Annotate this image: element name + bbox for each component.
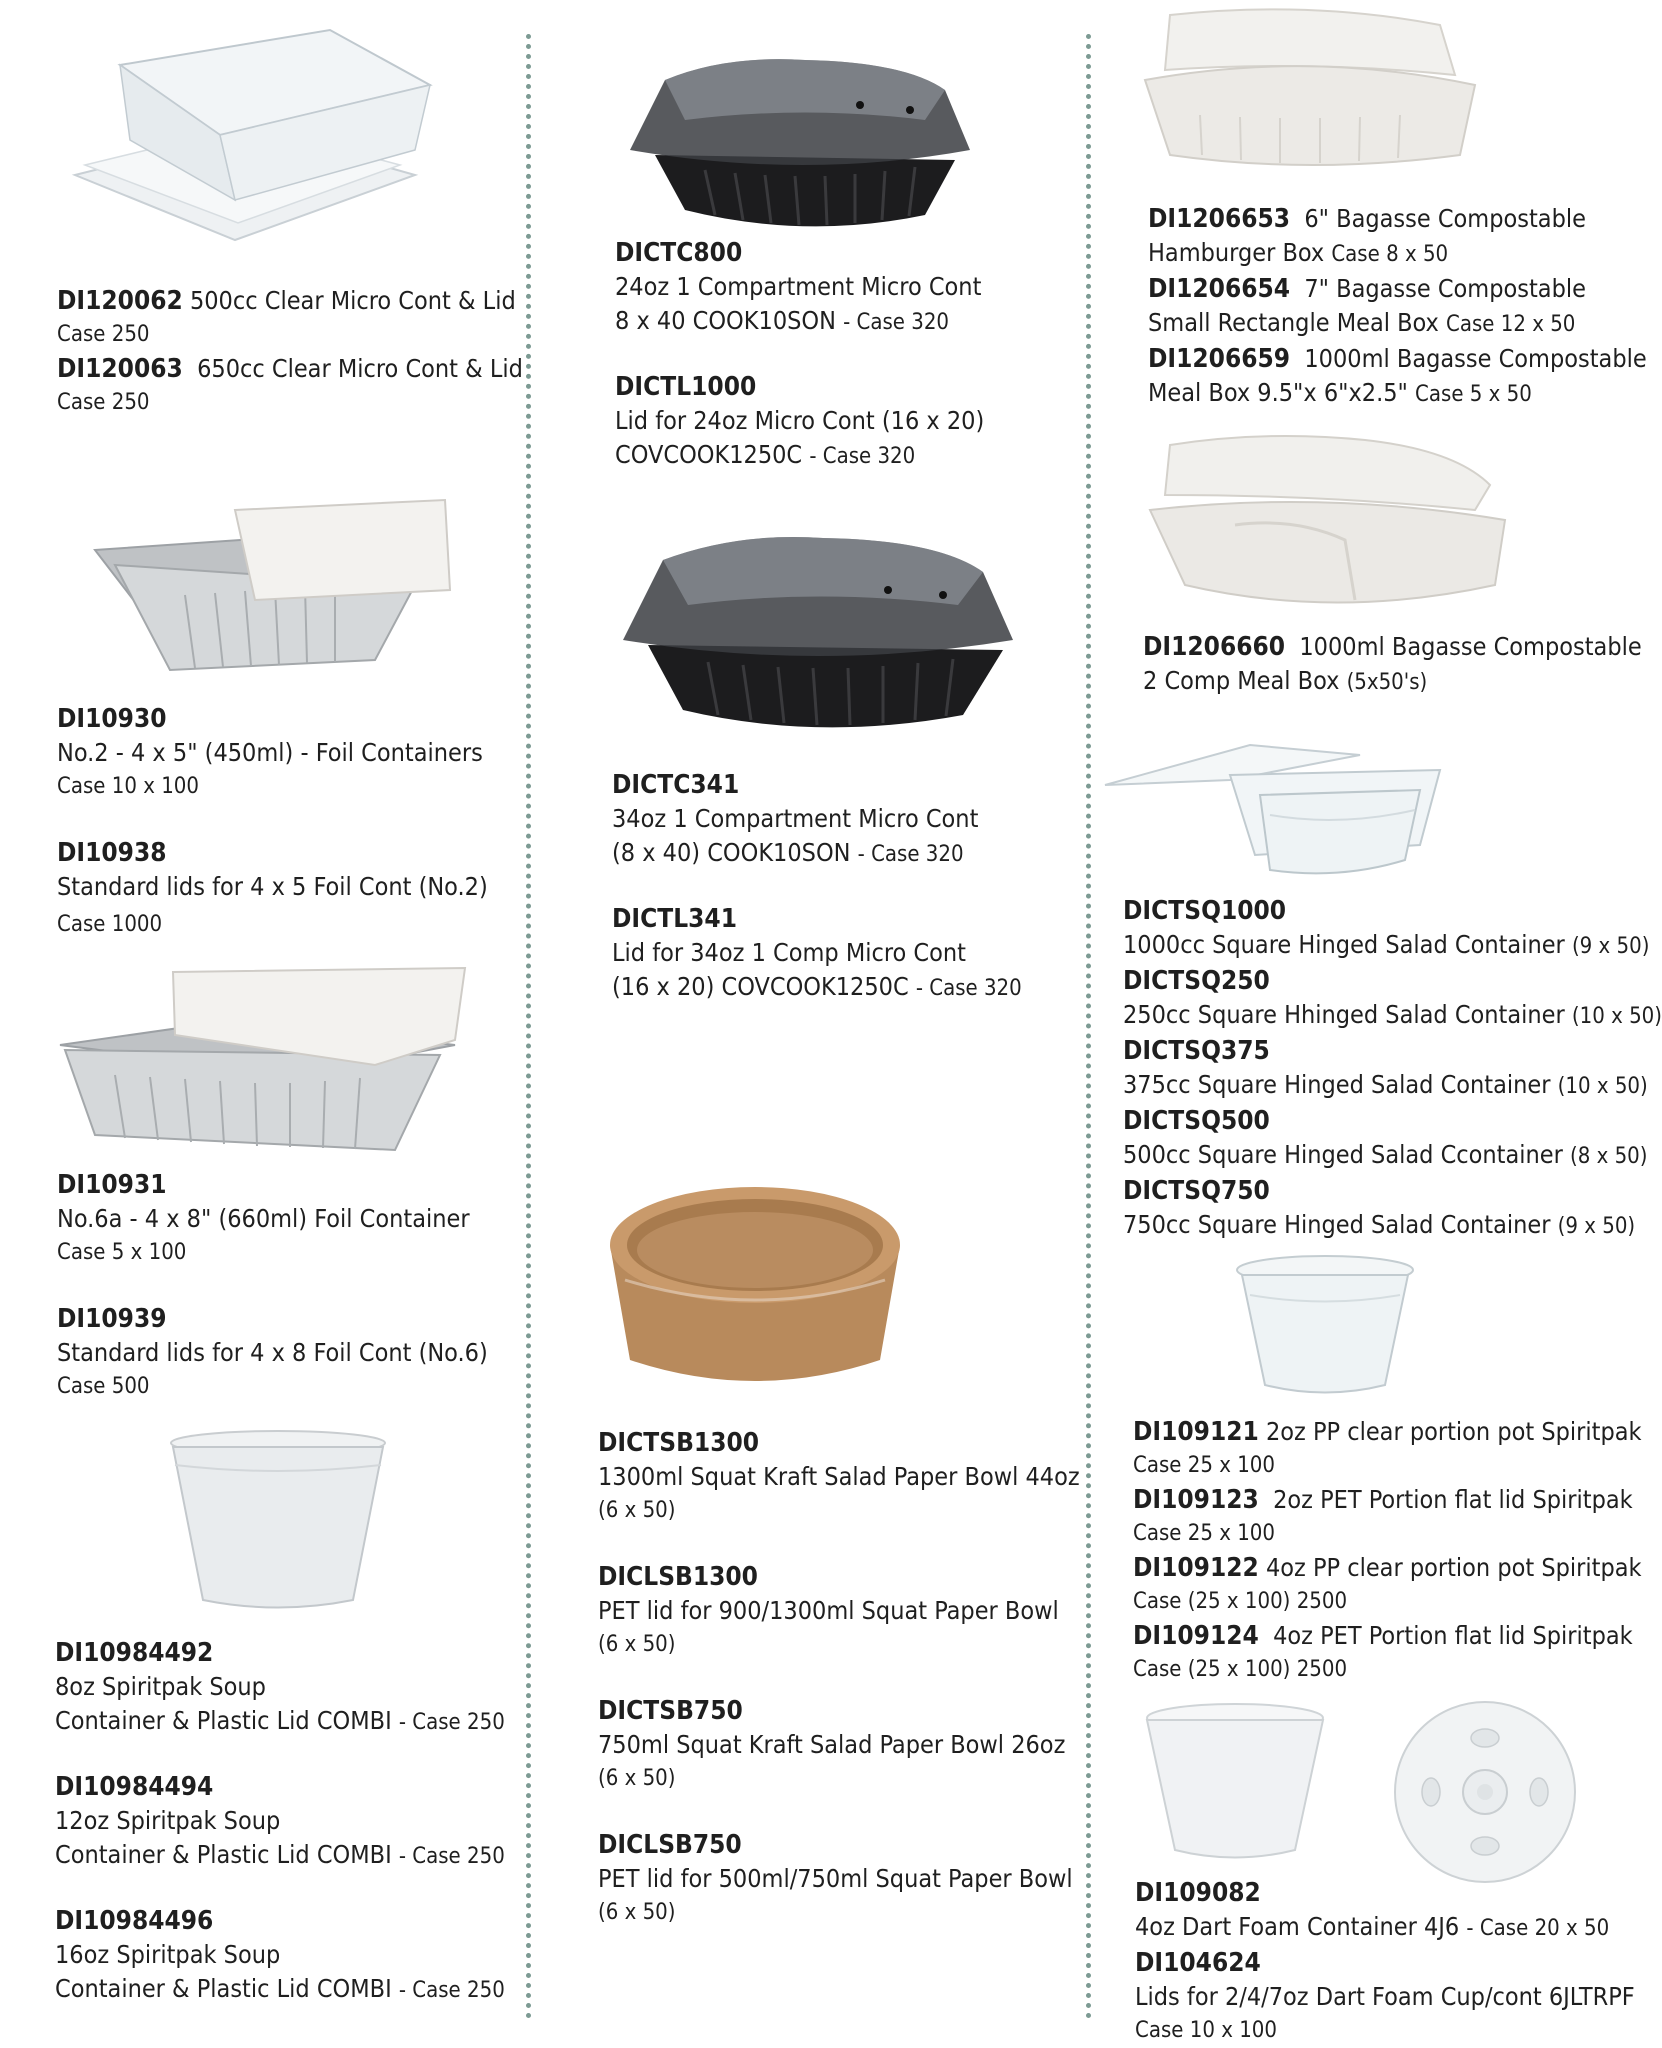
product-desc: COVCOOK1250C	[615, 440, 803, 469]
dictl1000-text	[615, 370, 984, 474]
case-qty: (6 x 50)	[598, 1632, 676, 1657]
product-desc: 250cc Square Hhinged Salad Container	[1123, 1000, 1565, 1029]
product-code: DICTC800	[615, 238, 743, 268]
case-qty: (8 x 50)	[1570, 1144, 1648, 1169]
case-qty: Case 10 x 100	[1135, 2018, 1277, 2043]
soup-container-image	[165, 1425, 395, 1615]
case-qty: - Case 20 x 50	[1466, 1916, 1610, 1941]
product-code: DICLSB750	[598, 1830, 742, 1860]
product-desc: 12oz Spiritpak Soup	[55, 1806, 281, 1835]
case-qty: (9 x 50)	[1571, 934, 1650, 959]
bagasse-2comp-text	[1143, 630, 1642, 700]
product-desc: 4oz PET Portion flat lid Spiritpak	[1273, 1621, 1633, 1650]
product-desc: 34oz 1 Compartment Micro Cont	[612, 804, 979, 833]
case-qty: Case 250	[57, 322, 150, 347]
product-desc: Lids for 2/4/7oz Dart Foam Cup/cont 6JLTRPF	[1135, 1982, 1635, 2011]
case-qty: Case 5 x 100	[57, 1240, 187, 1265]
product-code: DICTL1000	[615, 372, 757, 402]
product-desc: Container & Plastic Lid COMBI	[55, 1706, 392, 1735]
product-desc: No.2 - 4 x 5" (450ml) - Foil Containers	[57, 738, 483, 767]
product-desc: 1000cc Square Hinged Salad Container	[1123, 930, 1565, 959]
foil-no6-lid-text	[57, 1302, 488, 1404]
product-desc: 6" Bagasse Compostable	[1304, 204, 1586, 233]
product-code: DI10984492	[55, 1638, 214, 1668]
case-qty: - Case 250	[398, 1978, 505, 2003]
product-desc: 2 Comp Meal Box	[1143, 666, 1340, 695]
foam-container-image	[1140, 1700, 1330, 1865]
product-code: DI120063	[57, 354, 183, 384]
product-code: DICTL341	[612, 904, 737, 934]
product-desc: 500cc Square Hinged Salad Ccontainer	[1123, 1140, 1563, 1169]
product-desc: Standard lids for 4 x 5 Foil Cont (No.2)	[57, 872, 488, 901]
product-desc: 8oz Spiritpak Soup	[55, 1672, 266, 1701]
foam-text	[1135, 1876, 1635, 2048]
product-desc: 16oz Spiritpak Soup	[55, 1940, 281, 1969]
soup-12oz-text	[55, 1770, 505, 1874]
product-code: DI10984496	[55, 1906, 214, 1936]
case-qty: Case 1000	[57, 912, 163, 937]
product-code: DICTSB750	[598, 1696, 743, 1726]
dictc341-text	[612, 768, 978, 872]
product-code: DI109123	[1133, 1485, 1259, 1515]
product-desc: Standard lids for 4 x 8 Foil Cont (No.6)	[57, 1338, 488, 1367]
case-qty: Case 25 x 100	[1133, 1521, 1275, 1546]
case-qty: (10 x 50)	[1557, 1074, 1648, 1099]
case-qty: Case 8 x 50	[1331, 242, 1449, 267]
product-desc: 1300ml Squat Kraft Salad Paper Bowl 44oz	[598, 1462, 1080, 1491]
product-desc: 1000ml Bagasse Compostable	[1304, 344, 1647, 373]
case-qty: Case 5 x 50	[1415, 382, 1532, 407]
product-code: DI1206660	[1143, 632, 1286, 662]
product-desc: Small Rectangle Meal Box	[1148, 308, 1439, 337]
case-qty: Case (25 x 100) 2500	[1133, 1589, 1348, 1614]
product-code: DI1206659	[1148, 344, 1291, 374]
product-desc: 2oz PET Portion flat lid Spiritpak	[1273, 1485, 1633, 1514]
case-qty: (6 x 50)	[598, 1900, 676, 1925]
product-code: DICTSQ750	[1123, 1176, 1270, 1206]
foil-no2-text	[57, 702, 483, 804]
product-code: DI10984494	[55, 1772, 214, 1802]
product-desc: Lid for 34oz 1 Comp Micro Cont	[612, 938, 966, 967]
black-micro-container-image	[625, 50, 975, 240]
product-desc: 650cc Clear Micro Cont & Lid	[197, 354, 523, 383]
product-desc: 500cc Clear Micro Cont & Lid	[189, 286, 516, 315]
product-code: DI10930	[57, 704, 167, 734]
product-desc: (8 x 40) COOK10SON	[612, 838, 851, 867]
product-desc: 1000ml Bagasse Compostable	[1299, 632, 1642, 661]
case-qty: - Case 320	[915, 976, 1022, 1001]
product-desc: 375cc Square Hinged Salad Container	[1123, 1070, 1551, 1099]
product-desc: No.6a - 4 x 8" (660ml) Foil Container	[57, 1204, 470, 1233]
product-desc: 24oz 1 Compartment Micro Cont	[615, 272, 982, 301]
product-desc: PET lid for 900/1300ml Squat Paper Bowl	[598, 1596, 1059, 1625]
product-code: DICTSQ250	[1123, 966, 1270, 996]
portion-pots-text	[1133, 1415, 1642, 1687]
product-code: DI104624	[1135, 1948, 1261, 1978]
soup-8oz-text	[55, 1636, 505, 1740]
product-code: DICTSQ1000	[1123, 896, 1287, 926]
product-desc: 4oz Dart Foam Container 4J6	[1135, 1912, 1460, 1941]
dictc800-text	[615, 236, 981, 340]
case-qty: Case 500	[57, 1374, 150, 1399]
product-code: DI10938	[57, 838, 167, 868]
case-qty: (6 x 50)	[598, 1498, 676, 1523]
product-desc: 4oz PP clear portion pot Spiritpak	[1265, 1553, 1642, 1582]
foil-no6a-text	[57, 1168, 470, 1270]
case-qty: Case 10 x 100	[57, 774, 199, 799]
product-desc: 7" Bagasse Compostable	[1304, 274, 1586, 303]
bagasse-boxes-text	[1148, 202, 1647, 412]
case-qty: (6 x 50)	[598, 1766, 676, 1791]
foil-container-large-image	[55, 960, 475, 1160]
product-code: DICTC341	[612, 770, 740, 800]
product-code: DICTSQ375	[1123, 1036, 1270, 1066]
product-desc: 750ml Squat Kraft Salad Paper Bowl 26oz	[598, 1730, 1066, 1759]
bagasse-hamburger-box-image	[1140, 5, 1480, 180]
product-code: DICTSB1300	[598, 1428, 760, 1458]
case-qty: (9 x 50)	[1557, 1214, 1636, 1239]
clear-micro-container-image	[70, 25, 440, 275]
salad-containers-text	[1123, 894, 1662, 1244]
case-qty: Case 12 x 50	[1446, 312, 1576, 337]
case-qty: (10 x 50)	[1571, 1004, 1662, 1029]
product-desc: Meal Box 9.5"x 6"x2.5"	[1148, 378, 1408, 407]
product-code: DI109122	[1133, 1553, 1259, 1583]
dictsb1300-text	[598, 1426, 1080, 1528]
case-qty: - Case 320	[843, 310, 950, 335]
case-qty: - Case 320	[809, 444, 916, 469]
product-desc: 2oz PP clear portion pot Spiritpak	[1265, 1417, 1642, 1446]
product-desc: (16 x 20) COVCOOK1250C	[612, 972, 909, 1001]
diclsb1300-text	[598, 1560, 1059, 1662]
column-divider-left	[526, 34, 531, 2020]
case-qty: Case (25 x 100) 2500	[1133, 1657, 1348, 1682]
hinged-salad-container-image	[1100, 735, 1450, 885]
product-desc: Container & Plastic Lid COMBI	[55, 1974, 392, 2003]
product-desc: 750cc Square Hinged Salad Container	[1123, 1210, 1551, 1239]
product-code: DICLSB1300	[598, 1562, 758, 1592]
product-code: DI10939	[57, 1304, 167, 1334]
product-code: DI109124	[1133, 1621, 1259, 1651]
case-qty: Case 250	[57, 390, 150, 415]
micro-cont-text	[57, 284, 523, 420]
product-code: DI120062	[57, 286, 183, 316]
product-desc: Container & Plastic Lid COMBI	[55, 1840, 392, 1869]
product-code: DI1206654	[1148, 274, 1291, 304]
product-code: DI10931	[57, 1170, 167, 1200]
product-code: DI109082	[1135, 1878, 1261, 1908]
foam-lid-image	[1385, 1700, 1585, 1885]
product-code: DICTSQ500	[1123, 1106, 1270, 1136]
case-qty: - Case 250	[398, 1710, 505, 1735]
dictsb750-text	[598, 1694, 1065, 1796]
diclsb750-text	[598, 1828, 1073, 1930]
soup-16oz-text	[55, 1904, 505, 2008]
kraft-salad-bowl-image	[605, 1180, 905, 1400]
case-qty: (5x50's)	[1346, 670, 1428, 695]
case-qty: - Case 250	[398, 1844, 505, 1869]
case-qty: - Case 320	[857, 842, 964, 867]
product-desc: Hamburger Box	[1148, 238, 1325, 267]
product-code: DI1206653	[1148, 204, 1291, 234]
dictl341-text	[612, 902, 1022, 1006]
column-divider-right	[1086, 34, 1091, 2020]
product-desc: Lid for 24oz Micro Cont (16 x 20)	[615, 406, 985, 435]
black-micro-container-large-image	[618, 530, 1018, 740]
product-code: DI109121	[1133, 1417, 1259, 1447]
case-qty: Case 25 x 100	[1133, 1453, 1275, 1478]
product-desc: 8 x 40 COOK10SON	[615, 306, 836, 335]
foil-no2-lid-text	[57, 836, 488, 942]
portion-pot-image	[1230, 1250, 1420, 1400]
foil-container-image	[85, 490, 455, 690]
bagasse-2comp-box-image	[1145, 425, 1515, 615]
product-desc: PET lid for 500ml/750ml Squat Paper Bowl	[598, 1864, 1073, 1893]
